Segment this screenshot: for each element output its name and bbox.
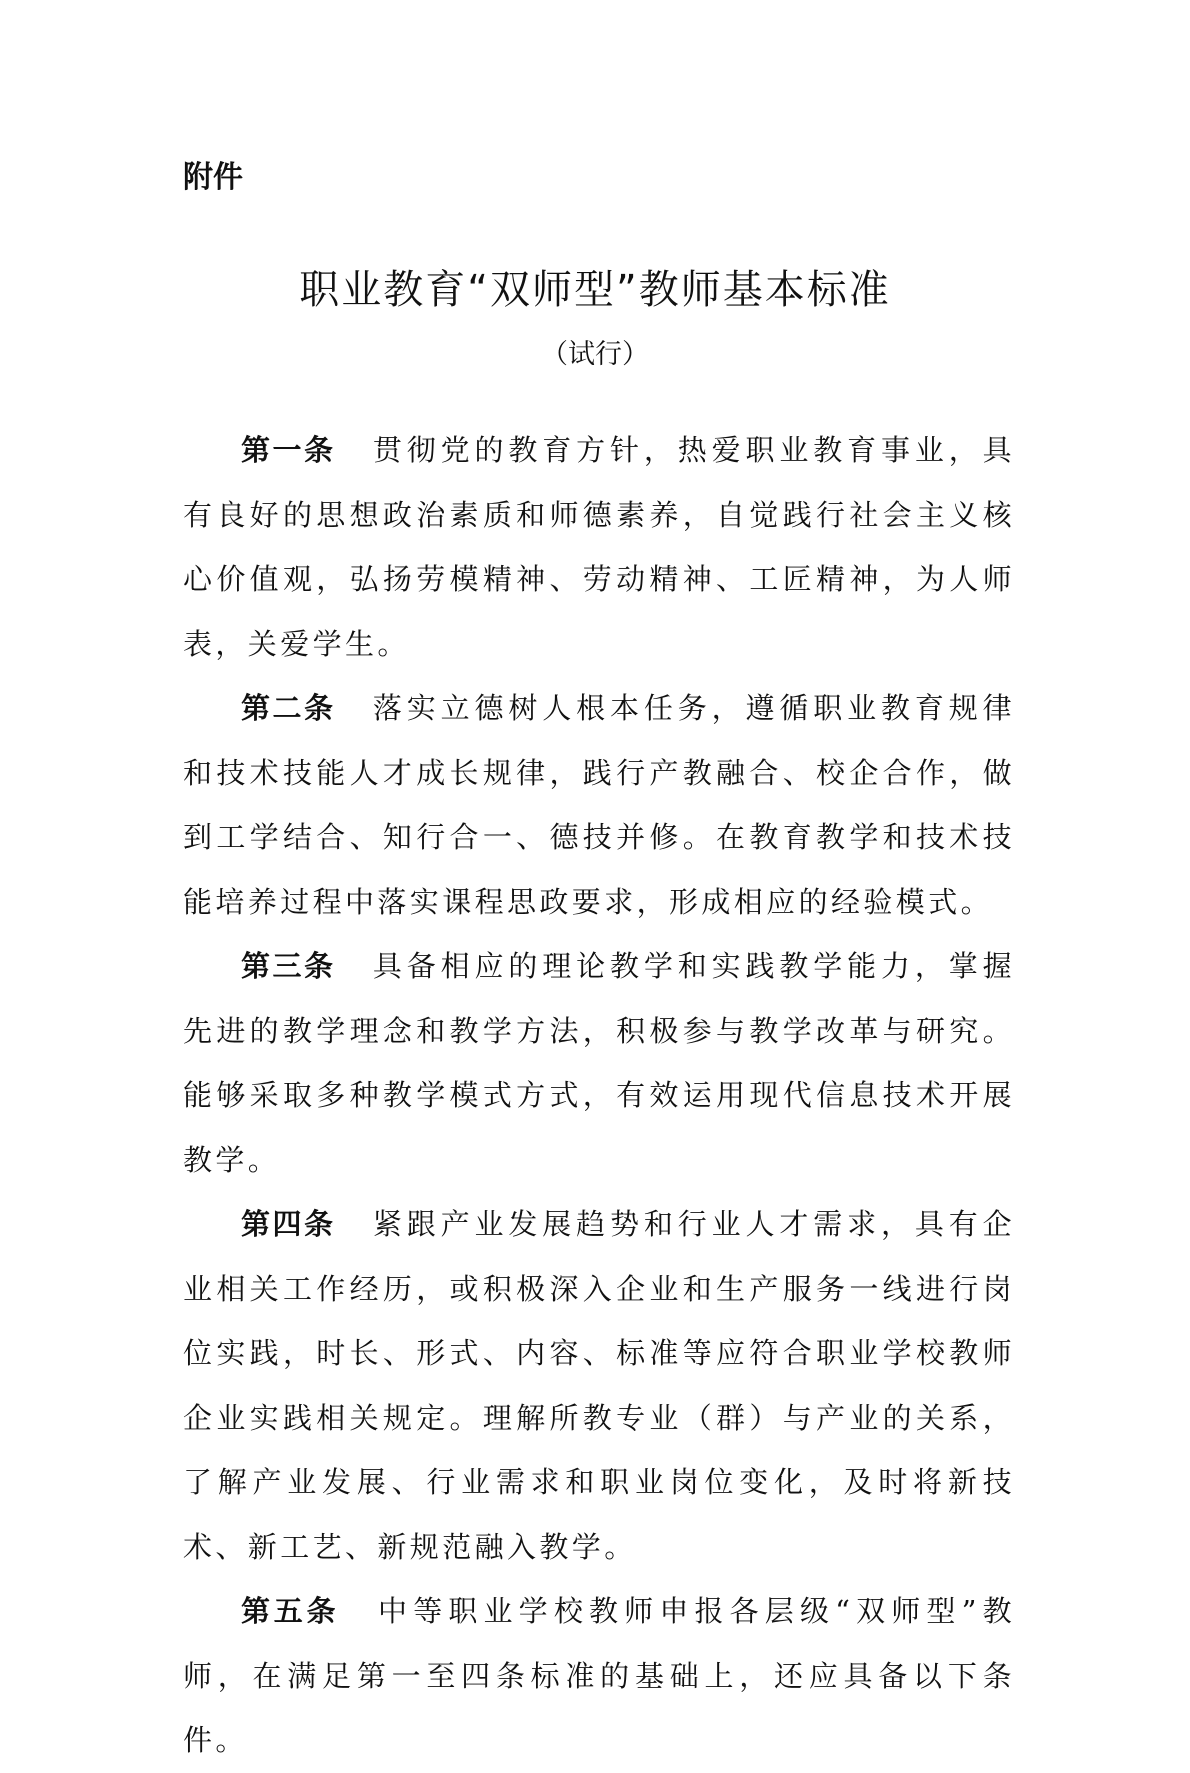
article-text: 中等职业学校教师申报各层级“双师型”教师，在满足第一至四条标准的基础上，还应具备以下条件。 [183,1594,1015,1757]
article-number: 第三条 [241,949,336,983]
article-3 [183,934,1015,1192]
article-2 [183,676,1015,934]
article-5 [183,1579,1015,1773]
article-number: 第五条 [241,1594,340,1628]
article-text: 贯彻党的教育方针，热爱职业教育事业，具有良好的思想政治素质和师德素养，自觉践行社会主义核心价值观，弘扬劳模精神、劳动精神、工匠精神，为人师表，关爱学生。 [183,433,1015,661]
article-number: 第一条 [241,433,336,467]
article-text: 紧跟产业发展趋势和行业人才需求，具有企业相关工作经历，或积极深入企业和生产服务一线进行岗位实践，时长、形式、内容、标准等应符合职业学校教师企业实践相关规定。理解所教专业（群）与产业的关系，了解产业发展、行业需求和职业岗位变化，及时将新技术、新工艺、新规范融入教学。 [183,1207,1015,1564]
document-subtitle: （试行） [541,339,649,370]
article-number: 第四条 [241,1207,336,1241]
article-number: 第二条 [241,691,336,725]
article-text: 具备相应的理论教学和实践教学能力，掌握先进的教学理念和教学方法，积极参与教学改革与研究。能够采取多种教学模式方式，有效运用现代信息技术开展教学。 [183,949,1015,1177]
article-text: 落实立德树人根本任务，遵循职业教育规律和技术技能人才成长规律，践行产教融合、校企合作，做到工学结合、知行合一、德技并修。在教育教学和技术技能培养过程中落实课程思政要求，形成相应的经验模式。 [183,691,1015,919]
document-body [183,418,1015,1773]
article-4 [183,1192,1015,1579]
article-1 [183,418,1015,676]
document-title: 职业教育“双师型”教师基本标准 [299,267,891,313]
attachment-label: 附件 [183,160,243,195]
